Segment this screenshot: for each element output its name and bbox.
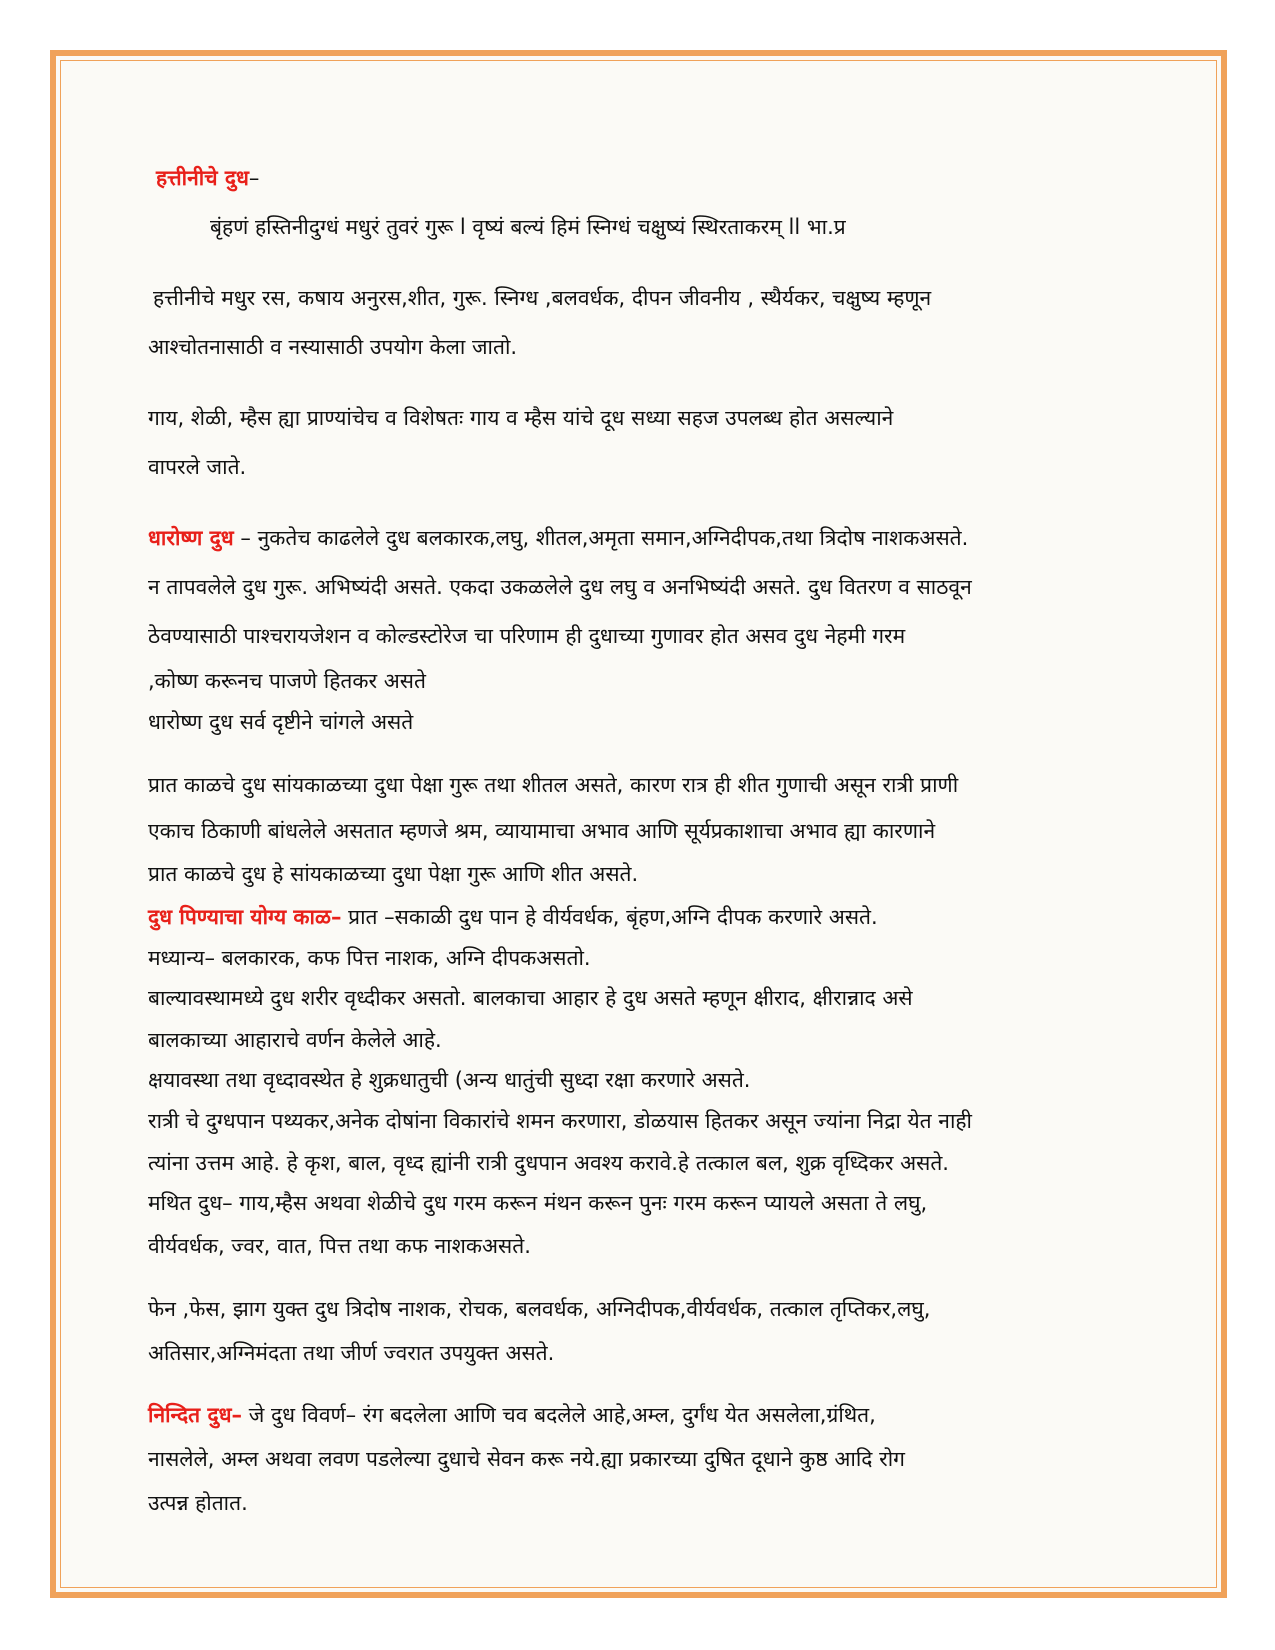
heading-condemned-milk: निन्दित दुध– bbox=[148, 1403, 243, 1427]
heading-fresh-milk: धारोष्ण दुध bbox=[148, 526, 234, 550]
paragraph-line: प्रात काळचे दुध सांयकाळच्या दुधा पेक्षा गुरू तथा शीतल असते, कारण रात्र ही शीत गुणाची असून रात्री प्राणी bbox=[148, 773, 959, 797]
paragraph-line: उत्पन्न होतात. bbox=[148, 1491, 248, 1515]
paragraph-line: फेन ,फेस, झाग युक्त दुध त्रिदोष नाशक, रोचक, बलवर्धक, अग्निदीपक,वीर्यवर्धक, तत्काल तृप्तिकर,लघु, bbox=[148, 1297, 931, 1321]
paragraph-line: ,कोष्ण करूनच पाजणे हितकर असते bbox=[148, 669, 426, 693]
paragraph-line: प्रात काळचे दुध हे सांयकाळच्या दुधा पेक्षा गुरू आणि शीत असते. bbox=[148, 862, 639, 886]
paragraph-line: त्यांना उत्तम आहे. हे कृश, बाल, वृध्द ह्यांनी रात्री दुधपान अवश्य करावे.हे तत्काल बल, शुक्र वृध्दिकर असते. bbox=[148, 1151, 949, 1175]
paragraph-line: एकाच ठिकाणी बांधलेले असतात म्हणजे श्रम, व्यायामाचा अभाव आणि सूर्यप्रकाशाचा अभाव ह्या कारणाने bbox=[148, 819, 936, 843]
paragraph-line: मध्यान्य– बलकारक, कफ पित्त नाशक, अग्नि दीपकअसतो. bbox=[148, 946, 591, 970]
paragraph-line: हत्तीनीचे मधुर रस, कषाय अनुरस,शीत, गुरू. स्निग्ध ,बलवर्धक, दीपन जीवनीय , स्थैर्यकर, चक्षुष्य म्हणून bbox=[153, 286, 932, 310]
paragraph-line: बाल्यावस्थामध्ये दुध शरीर वृध्दीकर असतो. बालकाचा आहार हे दुध असते म्हणून क्षीराद, क्षीरान्नाद असे bbox=[148, 986, 913, 1010]
heading-elephant-milk: हत्तीनीचे दुध bbox=[156, 166, 249, 190]
paragraph-line: ठेवण्यासाठी पाश्चरायजेशन व कोल्डस्टोरेज चा परिणाम ही दुधाच्या गुणावर होत असव दुध नेहमी गरम bbox=[148, 624, 906, 648]
paragraph-line: न तापवलेले दुध गुरू. अभिष्यंदी असते. एकदा उकळलेले दुध लघु व अनभिष्यंदी असते. दुध वितरण व साठवून bbox=[148, 575, 972, 599]
paragraph-line: गाय, शेळी, म्हैस ह्या प्राण्यांचेच व विशेषतः गाय व म्हैस यांचे दूध सध्या सहज उपलब्ध होत असल्याने bbox=[148, 406, 894, 430]
paragraph-line bbox=[148, 514, 1158, 563]
heading-dash: – bbox=[248, 166, 260, 190]
paragraph-line: बालकाच्या आहाराचे वर्णन केलेले आहे. bbox=[148, 1028, 442, 1052]
paragraph-line bbox=[148, 1393, 1158, 1437]
paragraph-line: धारोष्ण दुध सर्व दृष्टीने चांगले असते bbox=[148, 710, 414, 734]
paragraph-text: प्रात –सकाळी दुध पान हे वीर्यवर्धक, बृंहण,अग्नि दीपक करणारे असते. bbox=[341, 905, 878, 929]
paragraph-line: रात्री चे दुग्धपान पथ्यकर,अनेक दोषांना विकारांचे शमन करणारा, डोळयास हितकर असून ज्यांना निद्रा येत नाही bbox=[148, 1109, 972, 1133]
paragraph-line: नासलेले, अम्ल अथवा लवण पडलेल्या दुधाचे सेवन करू नये.ह्या प्रकारच्या दुषित दूधाने कुष्ठ आदि रोग bbox=[148, 1447, 905, 1471]
heading-milk-time: दुध पिण्याचा योग्य काळ– bbox=[148, 905, 342, 929]
sanskrit-verse: बृंहणं हस्तिनीदुग्धं मधुरं तुवरं गुरू l वृष्यं बल्यं हिमं स्निग्धं चक्षुष्यं स्थिरताकरम् ll भा.प्र bbox=[210, 215, 846, 239]
paragraph-line: अतिसार,अग्निमंदता तथा जीर्ण ज्वरात उपयुक्त असते. bbox=[148, 1341, 555, 1365]
paragraph-line: मथित दुध– गाय,म्हैस अथवा शेळीचे दुध गरम करून मंथन करून पुनः गरम करून प्यायले असता ते लघु, bbox=[148, 1191, 928, 1215]
paragraph-line bbox=[148, 896, 1158, 939]
document-body bbox=[148, 154, 1158, 1525]
paragraph-line: आश्चोतनासाठी व नस्यासाठी उपयोग केला जातो. bbox=[148, 335, 518, 359]
paragraph-text: – नुकतेच काढलेले दुध बलकारक,लघु, शीतल,अमृता समान,अग्निदीपक,तथा त्रिदोष नाशकअसते. bbox=[233, 526, 969, 550]
paragraph-text: जे दुध विवर्ण– रंग बदलेला आणि चव बदलेले आहे,अम्ल, दुर्गंध येत असलेला,ग्रंथित, bbox=[242, 1403, 876, 1427]
heading-elephant-milk-line bbox=[148, 154, 1158, 203]
paragraph-line: वापरले जाते. bbox=[148, 455, 247, 479]
paragraph-line: क्षयावस्था तथा वृध्दावस्थेत हे शुक्रधातुची (अन्य धातुंची सुध्दा रक्षा करणारे असते. bbox=[148, 1068, 751, 1092]
paragraph-line: वीर्यवर्धक, ज्वर, वात, पित्त तथा कफ नाशकअसते. bbox=[148, 1234, 531, 1258]
page-border bbox=[50, 50, 1227, 1598]
